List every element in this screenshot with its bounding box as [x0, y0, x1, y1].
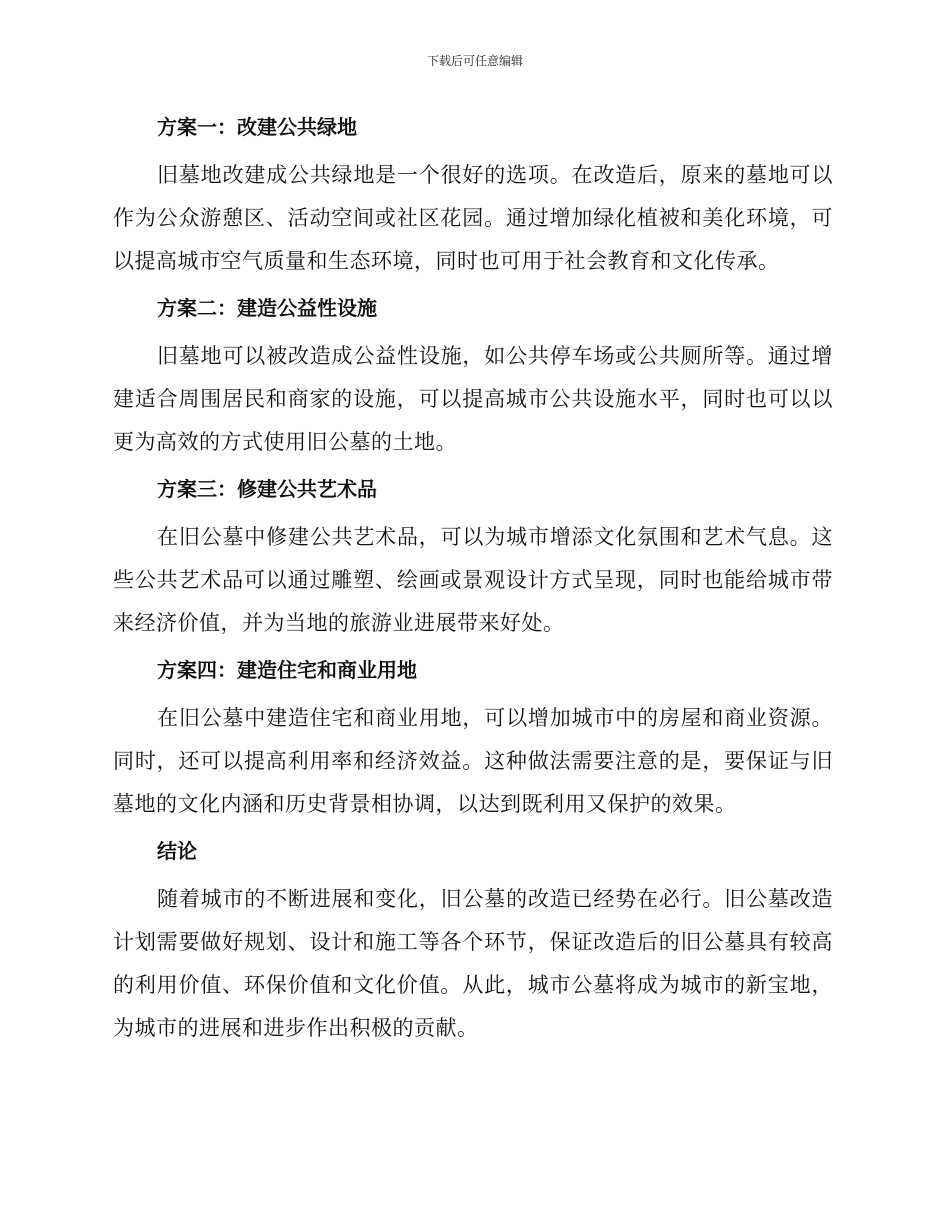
section-paragraph: 旧墓地可以被改造成公益性设施，如公共停车场或公共厕所等。通过增建适合周围居民和商家的设施，可以提高城市公共设施水平，同时也可以以更为高效的方式使用旧公墓的土地。	[113, 344, 833, 454]
document-body	[113, 112, 833, 1060]
section-paragraph: 随着城市的不断进展和变化，旧公墓的改造已经势在必行。旧公墓改造计划需要做好规划、设计和施工等各个环节，保证改造后的旧公墓具有较高的利用价值、环保价值和文化价值。从此，城市公墓将成为城市的新宝地，为城市的进展和进步作出积极的贡献。	[113, 887, 833, 1040]
section-plan-3	[113, 474, 833, 645]
section-plan-2	[113, 293, 833, 464]
section-paragraph: 在旧公墓中建造住宅和商业用地，可以增加城市中的房屋和商业资源。同时，还可以提高利用率和经济效益。这种做法需要注意的是，要保证与旧墓地的文化内涵和历史背景相协调，以达到既利用又保护的效果。	[113, 706, 833, 816]
page-header: 下载后可任意编辑	[426, 54, 523, 68]
section-heading: 方案四：建造住宅和商业用地	[157, 658, 417, 682]
section-plan-4	[113, 655, 833, 826]
section-plan-1	[113, 112, 833, 283]
section-paragraph: 在旧公墓中修建公共艺术品，可以为城市增添文化氛围和艺术气息。这些公共艺术品可以通过雕塑、绘画或景观设计方式呈现，同时也能给城市带来经济价值，并为当地的旅游业进展带来好处。	[113, 525, 833, 635]
section-heading: 方案三：修建公共艺术品	[157, 477, 377, 501]
section-heading: 方案二：建造公益性设施	[157, 296, 377, 320]
section-heading: 结论	[157, 839, 197, 863]
section-paragraph: 旧墓地改建成公共绿地是一个很好的选项。在改造后，原来的墓地可以作为公众游憩区、活动空间或社区花园。通过增加绿化植被和美化环境，可以提高城市空气质量和生态环境，同时也可用于社会教育和文化传承。	[113, 163, 833, 273]
section-conclusion	[113, 836, 833, 1050]
section-heading: 方案一：改建公共绿地	[157, 115, 357, 139]
